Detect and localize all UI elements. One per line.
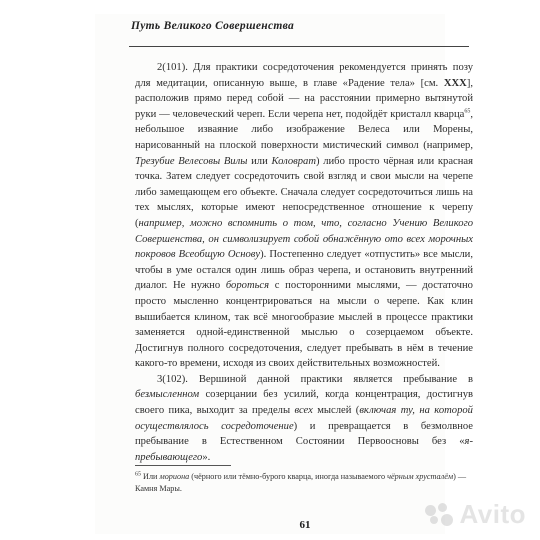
header-rule	[129, 46, 469, 47]
avito-watermark	[425, 499, 526, 530]
avito-dots-icon	[425, 503, 453, 527]
avito-watermark-text: Avito	[459, 499, 526, 529]
footnote: $^{65}$ Или мориона (чёрного или тёмно-бурого кварца, иногда называемого чёрным хрусталём) — Камня Мары.	[135, 471, 467, 493]
paragraph-102: 3(102). Вершиной данной практики является пребывание в безмысленном созерцании без усилий, когда концентрация, достигнув своего пика, выходит за пределы всех мыслей (включая ту, на которой осуществлялось сосредоточение) и превращается в безмолвное пребывание в Естественном Состоянии Первоосновы без «я-пребывающего».	[135, 373, 473, 463]
running-header: Путь Великого Совершенства	[131, 20, 294, 32]
page-number: 61	[299, 519, 311, 531]
footnote-rule	[135, 465, 231, 466]
footnote-ref: 65	[464, 108, 471, 115]
body-text	[135, 60, 473, 465]
book-page	[95, 14, 473, 534]
paragraph-101: 2(101). Для практики сосредоточения рекомендуется принять позу для медитации, описанную выше, в главе «Радение тела» [см. XXX], расположив прямо перед собой — на расстоянии примерно вытянутой руки — человеческий череп. Если черепа нет, подойдёт кристалл кварца$^{65}$, небольшое изваяние либо изображение Велеса или Морены, нарисованный на плоской поверхности мистический символ (например, Трезубие Велесовы Вилы или Коловрат) либо просто чёрная или красная точка. Затем следует сосредоточить свой взгляд и свои мысли на черепе либо замещающем его объекте. Сначала следует сосредоточиться лишь на тех мыслях, которые имеют непосредственное отношение к черепу (например, можно вспомнить о том, что, согласно Учению Великого Совершенства, он символизирует собой обнажённую ото всех морочных покровов Всеобщую Основу). Постепенно следует «отпустить» все мысли, чтобы в уме остался один лишь образ черепа, и остановить внутренний диалог. Не нужно бороться с посторонними мыслями, — достаточно просто мысленно концентрироваться на мысли о черепе. Как клин вышибается клином, так всё многообразие мыслей в процессе практики заменяется одной-единственной мыслью о созерцаемом объекте. Достигнув полного сосредоточения, следует пребывать в нём в течение какого-то времени, исходя из своих действительных возможностей.	[135, 62, 473, 370]
